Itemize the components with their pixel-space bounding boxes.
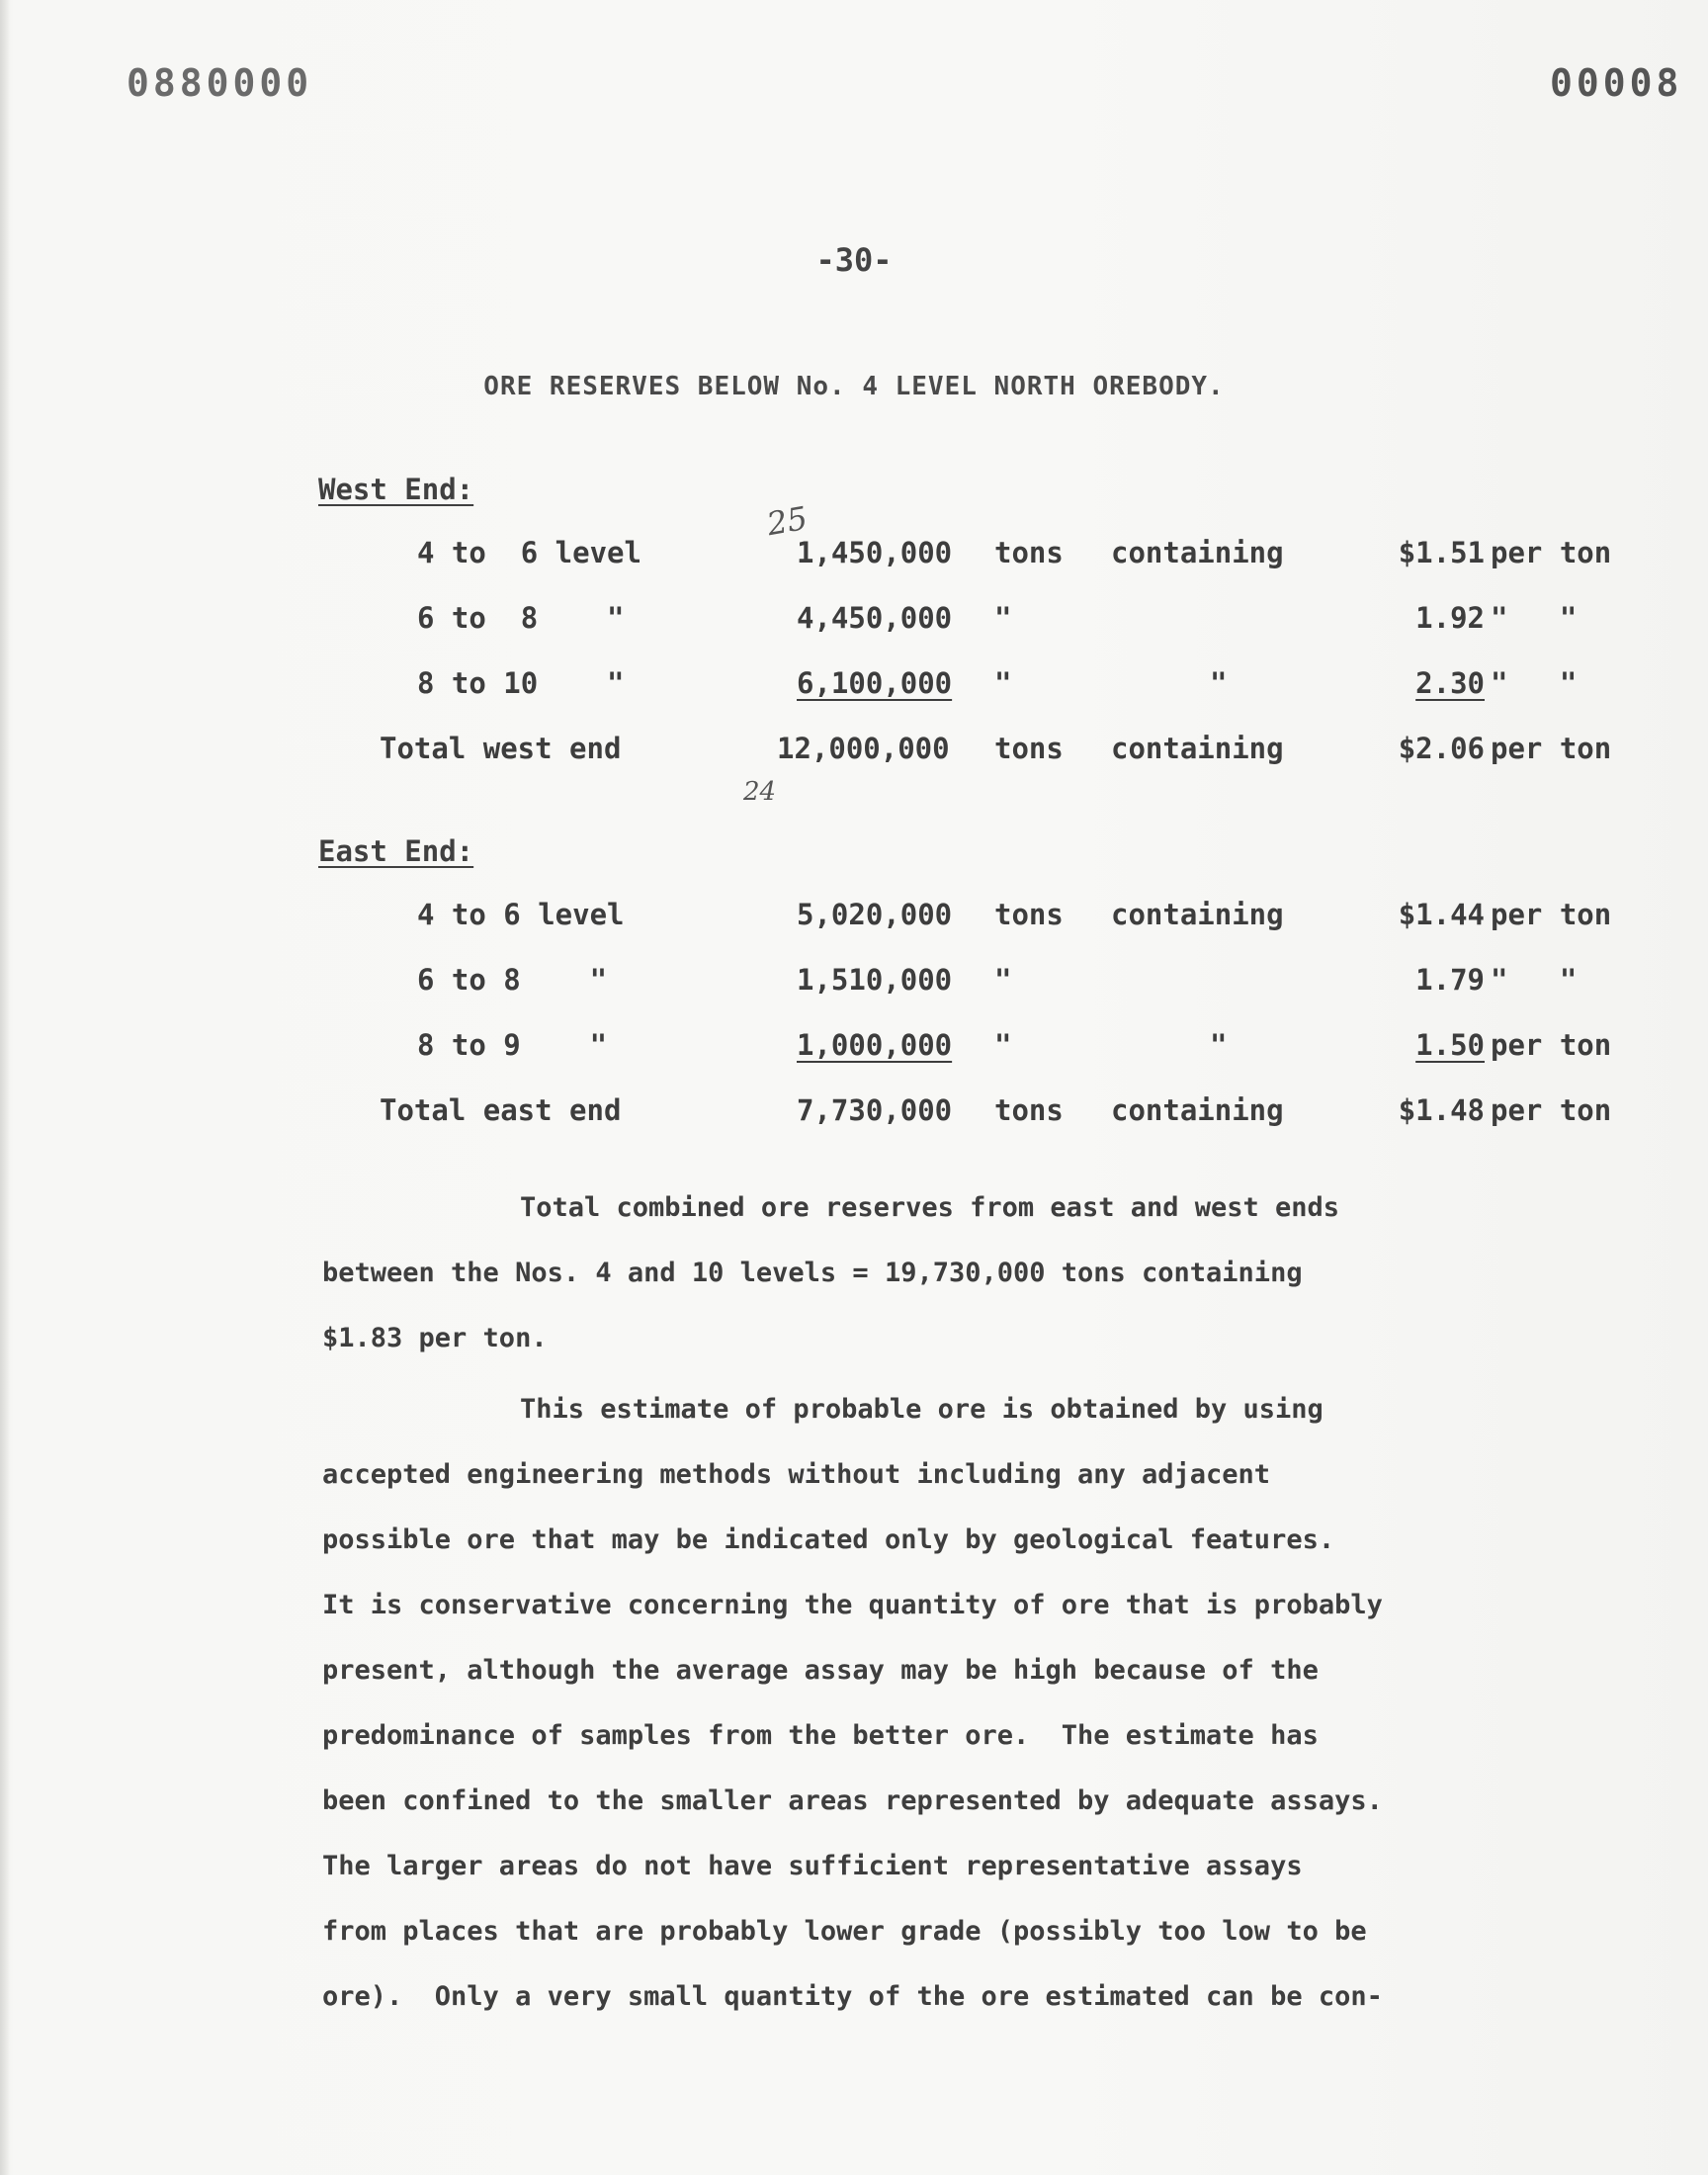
west-end-label-text: West End:	[318, 473, 474, 506]
west-end-label	[318, 473, 473, 506]
row-containing: containing	[1111, 732, 1284, 765]
table-total-row	[0, 1093, 1708, 1133]
row-tons: 6,100,000	[797, 666, 953, 700]
row-unit: tons	[994, 1093, 1064, 1127]
paragraph-line: ore). Only a very small quantity of the ore estimated can be con-	[322, 1981, 1383, 2012]
table-total-row	[0, 732, 1708, 771]
paragraph-line: between the Nos. 4 and 10 levels = 19,730,000 tons containing	[322, 1258, 1303, 1288]
document-ref-right: 00008	[1550, 61, 1683, 105]
row-per: per ton	[1491, 1093, 1612, 1127]
paragraph-line: been confined to the smaller areas represented by adequate assays.	[322, 1785, 1383, 1816]
row-level: 8 to 9 "	[417, 1028, 608, 1062]
page-number: -30-	[815, 241, 893, 279]
row-tons: 5,020,000	[797, 898, 953, 931]
row-unit: tons	[994, 732, 1064, 765]
handwritten-note-west: 25	[764, 498, 811, 544]
east-end-label-text: East End:	[318, 834, 474, 868]
paragraph-line: accepted engineering methods without including any adjacent	[322, 1459, 1271, 1490]
row-level: 6 to 8 "	[417, 963, 608, 997]
row-unit: tons	[994, 536, 1064, 569]
east-end-label	[318, 834, 473, 868]
paragraph-line: Total combined ore reserves from east and west ends	[520, 1192, 1340, 1223]
row-value: 1.92	[1415, 601, 1485, 635]
row-tons: 1,450,000	[797, 536, 953, 569]
row-containing: containing	[1111, 536, 1284, 569]
row-per: per ton	[1491, 536, 1612, 569]
row-value: $2.06	[1398, 732, 1485, 765]
row-level: 6 to 8 "	[417, 601, 625, 635]
row-per: per ton	[1491, 898, 1612, 931]
row-tons: 12,000,000	[777, 732, 950, 765]
row-value: 1.79	[1415, 963, 1485, 997]
row-tons: 7,730,000	[797, 1093, 953, 1127]
row-level: 4 to 6 level	[417, 536, 641, 569]
row-level: 4 to 6 level	[417, 898, 625, 931]
row-per: " "	[1491, 601, 1578, 635]
row-value: $1.44	[1398, 898, 1485, 931]
table-row	[0, 601, 1708, 641]
table-row	[0, 963, 1708, 1002]
row-unit: "	[994, 666, 1012, 700]
page-heading: ORE RESERVES BELOW No. 4 LEVEL NORTH OREBODY.	[483, 372, 1225, 401]
row-per: per ton	[1491, 732, 1612, 765]
paragraph-line: from places that are probably lower grade (possibly too low to be	[322, 1916, 1367, 1947]
paragraph-line: The larger areas do not have sufficient representative assays	[322, 1851, 1303, 1881]
row-containing: containing	[1111, 1093, 1284, 1127]
document-ref-left: 0880000	[127, 61, 313, 105]
row-value: 2.30	[1415, 666, 1485, 700]
paragraph-line: possible ore that may be indicated only by geological features.	[322, 1524, 1335, 1555]
row-containing: "	[1210, 666, 1228, 700]
table-row	[0, 1028, 1708, 1068]
row-tons: 1,510,000	[797, 963, 953, 997]
row-unit: tons	[994, 898, 1064, 931]
paragraph-line: predominance of samples from the better ore. The estimate has	[322, 1720, 1319, 1751]
paragraph-line: $1.83 per ton.	[322, 1323, 548, 1353]
table-row	[0, 666, 1708, 706]
page-edge-shadow	[0, 0, 10, 2175]
paragraph-line: It is conservative concerning the quantity of ore that is probably	[322, 1590, 1383, 1620]
handwritten-note-east: 24	[743, 777, 777, 807]
row-unit: "	[994, 601, 1012, 635]
row-tons: 4,450,000	[797, 601, 953, 635]
row-level: Total west end	[380, 732, 622, 765]
paragraph-line: present, although the average assay may be high because of the	[322, 1655, 1319, 1686]
row-value: $1.48	[1398, 1093, 1485, 1127]
row-unit: "	[994, 963, 1012, 997]
row-value: 1.50	[1415, 1028, 1485, 1062]
row-per: " "	[1491, 666, 1578, 700]
row-value: $1.51	[1398, 536, 1485, 569]
table-row	[0, 536, 1708, 575]
row-containing: containing	[1111, 898, 1284, 931]
row-per: per ton	[1491, 1028, 1612, 1062]
row-tons: 1,000,000	[797, 1028, 953, 1062]
row-level: Total east end	[380, 1093, 622, 1127]
row-level: 8 to 10 "	[417, 666, 625, 700]
row-containing: "	[1210, 1028, 1228, 1062]
paragraph-line: This estimate of probable ore is obtained by using	[520, 1394, 1324, 1425]
row-per: " "	[1491, 963, 1578, 997]
row-unit: "	[994, 1028, 1012, 1062]
table-row	[0, 898, 1708, 937]
